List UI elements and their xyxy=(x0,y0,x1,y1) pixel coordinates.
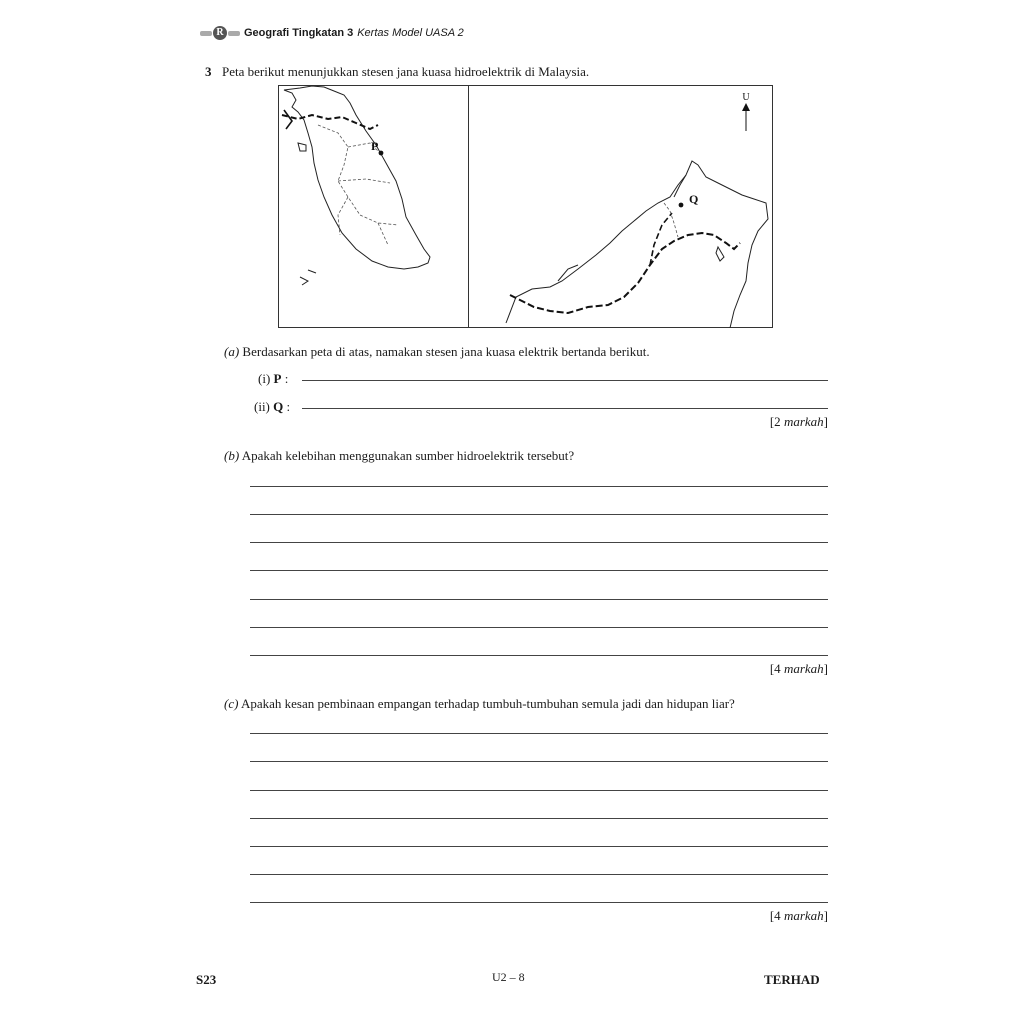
item-2-letter: Q xyxy=(273,399,284,414)
answer-line-c7[interactable] xyxy=(250,902,828,903)
part-a-question xyxy=(224,344,650,360)
peninsular-malaysia-map xyxy=(284,86,430,285)
answer-line-b2[interactable] xyxy=(250,514,828,515)
peninsular-state-boundaries xyxy=(318,125,398,245)
part-a-item-2 xyxy=(254,399,290,415)
footer-code: S23 xyxy=(196,972,217,987)
answer-line-c2[interactable] xyxy=(250,761,828,762)
item-1-colon: : xyxy=(284,371,289,386)
footer-classification: TERHAD xyxy=(764,972,820,987)
part-a-marks: [2 markah] xyxy=(769,414,828,429)
header-paper: Kertas Model UASA 2 xyxy=(357,27,464,39)
question-text: Peta berikut menunjukkan stesen jana kuasa hidroelektrik di Malaysia. xyxy=(222,64,590,79)
map-drawing xyxy=(278,85,773,328)
answer-line-b6[interactable] xyxy=(250,627,828,628)
answer-line-a1[interactable] xyxy=(302,380,828,381)
part-a-label: (a) xyxy=(224,344,240,359)
station-q-label: Q xyxy=(689,192,699,206)
station-p-marker xyxy=(379,151,384,156)
answer-line-c6[interactable] xyxy=(250,874,828,875)
header-subject: Geografi Tingkatan 3 xyxy=(244,27,354,39)
footer-page-number: U2 – 8 xyxy=(492,970,525,984)
answer-line-b5[interactable] xyxy=(250,599,828,600)
answer-line-b1[interactable] xyxy=(250,486,828,487)
part-a-text: Berdasarkan peta di atas, namakan stesen jana kuasa elektrik bertanda berikut. xyxy=(242,344,650,359)
answer-line-c5[interactable] xyxy=(250,846,828,847)
station-p-label: P xyxy=(371,139,379,153)
part-c-label: (c) xyxy=(224,696,239,711)
north-label: U xyxy=(742,92,750,103)
part-c-marks: [4 markah] xyxy=(769,908,828,923)
thai-border-line xyxy=(282,115,378,129)
page-header xyxy=(200,26,464,40)
answer-line-b7[interactable] xyxy=(250,655,828,656)
answer-line-c4[interactable] xyxy=(250,818,828,819)
answer-line-b3[interactable] xyxy=(250,542,828,543)
north-arrow-icon xyxy=(742,92,750,131)
part-b-label: (b) xyxy=(224,448,240,463)
part-b-question xyxy=(224,448,574,464)
kalimantan-border-line xyxy=(510,233,740,313)
item-2-colon: : xyxy=(286,399,291,414)
answer-line-b4[interactable] xyxy=(250,570,828,571)
part-a-item-1 xyxy=(258,371,288,387)
part-b-marks: [4 markah] xyxy=(769,661,828,676)
publisher-logo: R xyxy=(200,26,240,40)
item-1-number: (i) xyxy=(258,371,271,386)
item-1-letter: P xyxy=(273,371,282,386)
answer-line-c3[interactable] xyxy=(250,790,828,791)
part-c-question xyxy=(224,696,735,712)
item-2-number: (ii) xyxy=(254,399,270,414)
answer-line-c1[interactable] xyxy=(250,733,828,734)
station-q-marker xyxy=(679,203,684,208)
answer-line-a2[interactable] xyxy=(302,408,828,409)
part-c-text: Apakah kesan pembinaan empangan terhadap tumbuh-tumbuhan semula jadi dan hidupan liar? xyxy=(240,696,735,711)
question-number: 3 xyxy=(205,64,212,79)
part-b-text: Apakah kelebihan menggunakan sumber hidroelektrik tersebut? xyxy=(241,448,575,463)
